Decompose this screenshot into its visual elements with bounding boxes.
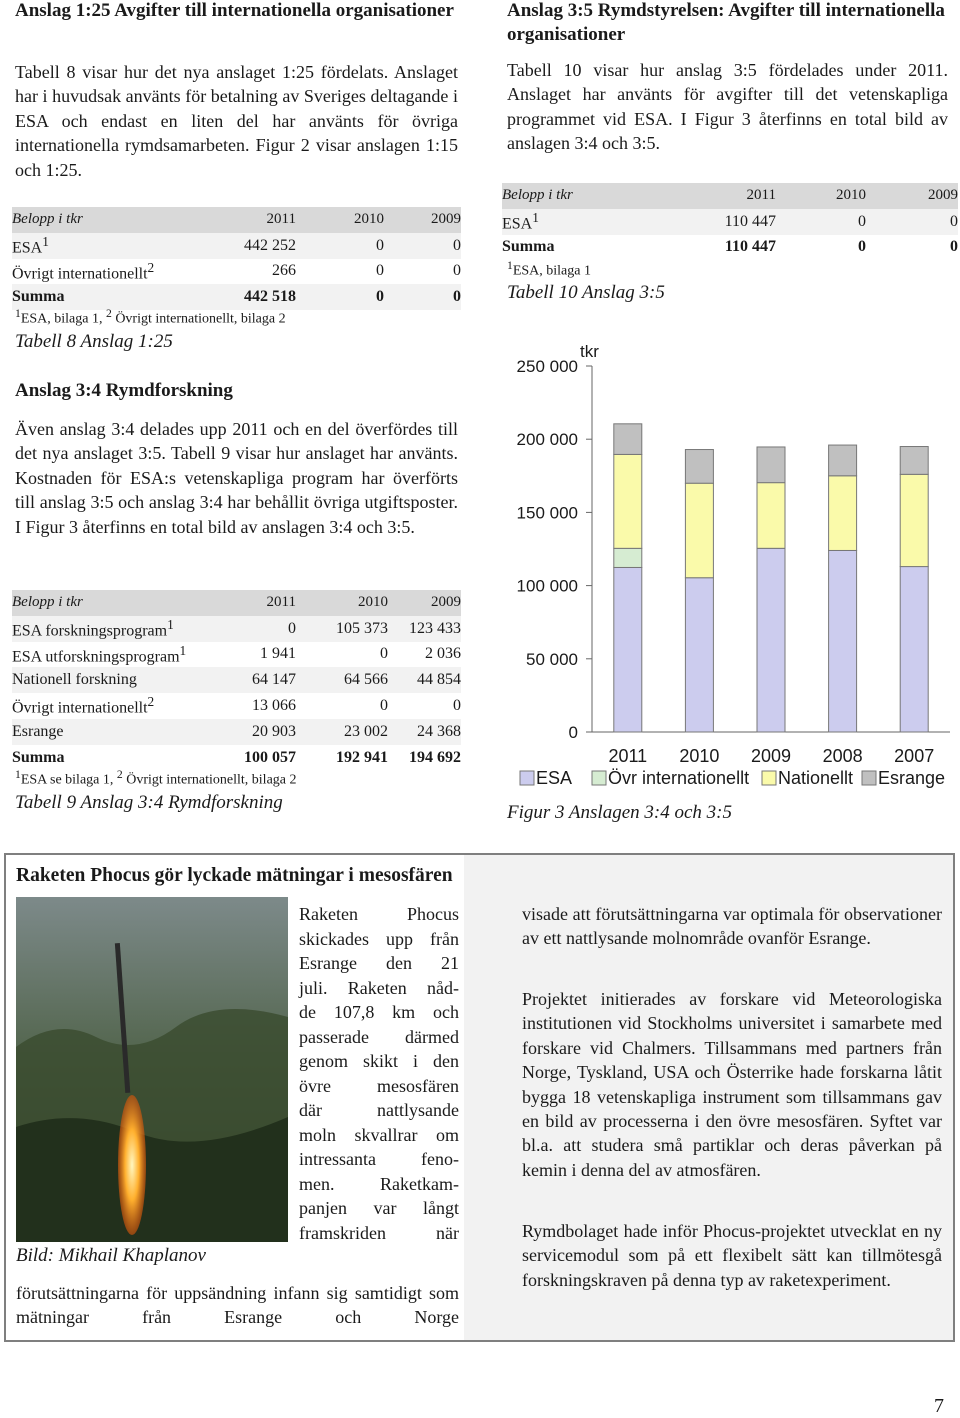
section-title-1-25: Anslag 1:25 Avgifter till internationella organisationer [15, 0, 454, 21]
x-tick-label: 2009 [750, 746, 792, 766]
table-row [12, 233, 461, 259]
footnote-mark: 2 [147, 259, 155, 275]
cell: 0 [384, 284, 461, 310]
bar-segment [614, 454, 642, 548]
cell: 0 [376, 262, 384, 280]
y-unit-label: tkr [580, 342, 599, 361]
phocus-box [4, 853, 955, 1342]
x-tick-label: 2007 [894, 746, 935, 766]
bar-segment [900, 474, 928, 566]
sum-row: Summa 100 057 192 941 194 692 [12, 748, 461, 766]
table-header-row: Belopp i tkr 2011 2010 2009 [502, 183, 958, 209]
bar-segment [829, 550, 857, 732]
x-tick-label: 2010 [679, 746, 720, 766]
table-row: Nationell forskning 64 147 64 566 44 854 [12, 667, 461, 693]
cell: 442 252 [202, 233, 296, 259]
section-body-3-5: Tabell 10 visar hur anslag 3:5 fördelades under 2011. Anslaget har använts för avgifter till det vetenskapliga programmet vid ESA. I Figur 3 återfinns en total bild av anslagen 3:4 och 3:5. [507, 60, 948, 154]
box-col1-bottom: förutsättningarna för uppsändning infann sig samtidigt som mätningar från Esrange och Norge [16, 1283, 459, 1328]
table-row: ESA forskningsprogram$^1$ 0 105 373 123 433 [12, 616, 461, 642]
bar-segment [900, 447, 928, 475]
bar-segment [900, 567, 928, 732]
table-header-row [12, 590, 461, 616]
cell: 0 [296, 284, 384, 310]
table-row [12, 259, 461, 285]
header-cell: 2011 [212, 590, 296, 616]
section-body-3-4: Även anslag 3:4 delades upp 2011 och en del överfördes till det nya anslaget 3:5. Tabell 9 visar hur anslaget har använts. Kostnaden för ESA:s vetenskapliga program har överförts till anslag 3:5 och anslag 3:4 har behållit övriga utgiftsposter. I Figur 3 återfinns en total bild av anslagen 3:4 och 3:5. [15, 419, 458, 537]
table-row: ESA$^1$ 110 447 0 0 [502, 209, 958, 235]
y-tick-label: 50 000 [526, 649, 578, 669]
header-cell: 2009 [388, 590, 461, 616]
header-cell: Belopp i tkr [12, 590, 212, 616]
legend-swatch [592, 771, 606, 785]
bar-segment [829, 476, 857, 551]
row-label: Övrigt internationellt [12, 265, 148, 283]
box-col2-p3: Rymdbolaget hade inför Phocus-projektet utvecklat en ny servicemodul som på ett flexibelt sätt kan tillmötesgå forskningskraven på denna typ av raketexperiment. [522, 1221, 942, 1290]
header-cell: 2011 [202, 207, 296, 233]
box-col1-narrow: Raketen Phocus skickades upp från Esrange den 21 juli. Raketen nåd- de 107,8 km och passerade därmed genom skikt i den övre mesosfären där nattlysande moln skvallrar om intressanta feno- men. Raketkam- panjen var långt framskriden när [299, 904, 459, 1243]
cell: 266 [272, 262, 296, 280]
header-cell: Belopp i tkr [12, 207, 202, 233]
bar-segment [685, 578, 713, 732]
box-title: Raketen Phocus gör lyckade mätningar i mesosfären [16, 865, 453, 886]
bar-segment [829, 445, 857, 476]
bar-segment [757, 483, 785, 549]
bar-segment [685, 483, 713, 578]
rocket-photo [16, 897, 288, 1242]
sum-row: Summa 110 447 0 0 [502, 238, 958, 256]
bar-segment [757, 447, 785, 483]
table-10-caption: Tabell 10 Anslag 3:5 [507, 282, 665, 303]
legend-label: Övr internationellt [608, 768, 750, 788]
bar-segment [614, 548, 642, 567]
section-body-1-25: Tabell 8 visar hur det nya anslaget 1:25 fördelats. Anslaget har i huvudsak använts för betalning av Sveriges deltagande i ESA och endast en liten del har använts för övriga internationella rymdsamarbeten. Figur 2 visar anslagen 1:15 och 1:25. [15, 62, 458, 180]
bar-segment [685, 450, 713, 484]
cell: 0 [384, 233, 461, 259]
table-8 [12, 207, 461, 310]
table-row: Esrange 20 903 23 002 24 368 [12, 719, 461, 745]
box-col2-p2: Projektet initierades av forskare vid Meteorologiska institutionen vid Stockholms universitet i samarbete med forskare vid Chalmers. Tillsammans med partners från Norge, Tyskland, USA och Österrike hade forskarna låtit bygga 18 vetenskapliga instrument som tillsammans gav en bild av processerna i den övre mesosfären. Syftet var bl.a. att studera små partiklar och deras påverkan på kemin i denna del av atmosfären. [522, 989, 942, 1180]
cell: 0 [453, 262, 461, 280]
bar-segment [614, 567, 642, 732]
x-tick-label: 2011 [608, 746, 648, 766]
figure-3-caption: Figur 3 Anslagen 3:4 och 3:5 [507, 802, 732, 823]
table-9 [12, 590, 461, 771]
footnote-mark: 1 [42, 234, 49, 250]
header-cell: 2010 [296, 207, 384, 233]
table-header-row [12, 207, 461, 233]
table-10-footnote: $^1$ESA, bilaga 1 [507, 259, 591, 279]
bar-segment [757, 548, 785, 732]
legend-label: Nationellt [778, 768, 854, 788]
table-10 [502, 183, 958, 260]
page-number: 7 [934, 1395, 944, 1417]
table-9-footnote: $^1$ESA se bilaga 1, $^2$ Övrigt internationellt, bilaga 2 [15, 768, 297, 788]
table-8-caption: Tabell 8 Anslag 1:25 [15, 331, 173, 352]
row-label: ESA [12, 239, 43, 257]
cell: 0 [296, 233, 384, 259]
x-tick-label: 2008 [822, 746, 863, 766]
photo-credit: Bild: Mikhail Khaplanov [16, 1245, 206, 1266]
legend-swatch [862, 771, 876, 785]
table-row: Övrigt internationellt$^2$ 13 066 0 0 [12, 694, 461, 717]
y-tick-label: 0 [568, 723, 578, 742]
section-title-3-5: Anslag 3:5 Rymdstyrelsen: Avgifter till internationella organisationer [507, 0, 945, 45]
table-row: ESA utforskningsprogram$^1$ 1 941 0 2 036 [12, 642, 461, 666]
legend-label: ESA [536, 768, 573, 788]
cell: 442 518 [202, 284, 296, 310]
row-label: Summa [12, 284, 202, 310]
y-tick-label: 200 000 [516, 430, 578, 450]
legend-label: Esrange [878, 768, 946, 788]
header-cell: 2010 [296, 590, 388, 616]
legend-swatch [520, 771, 534, 785]
header-cell: 2009 [384, 207, 461, 233]
figure-3-chart [500, 330, 960, 810]
y-tick-label: 150 000 [516, 503, 578, 523]
table-9-caption: Tabell 9 Anslag 3:4 Rymdforskning [15, 792, 283, 813]
legend-swatch [762, 771, 776, 785]
y-tick-label: 100 000 [516, 576, 578, 596]
y-tick-label: 250 000 [516, 357, 578, 376]
box-col2-p1: visade att förutsättningarna var optimala för observationer av ett nattlysande molnområde ovanför Esrange. [522, 904, 942, 949]
bar-segment [614, 424, 642, 455]
table-8-footnote: $^1$ESA, bilaga 1, $^2$ Övrigt internationellt, bilaga 2 [15, 307, 286, 327]
section-title-3-4: Anslag 3:4 Rymdforskning [15, 380, 233, 401]
